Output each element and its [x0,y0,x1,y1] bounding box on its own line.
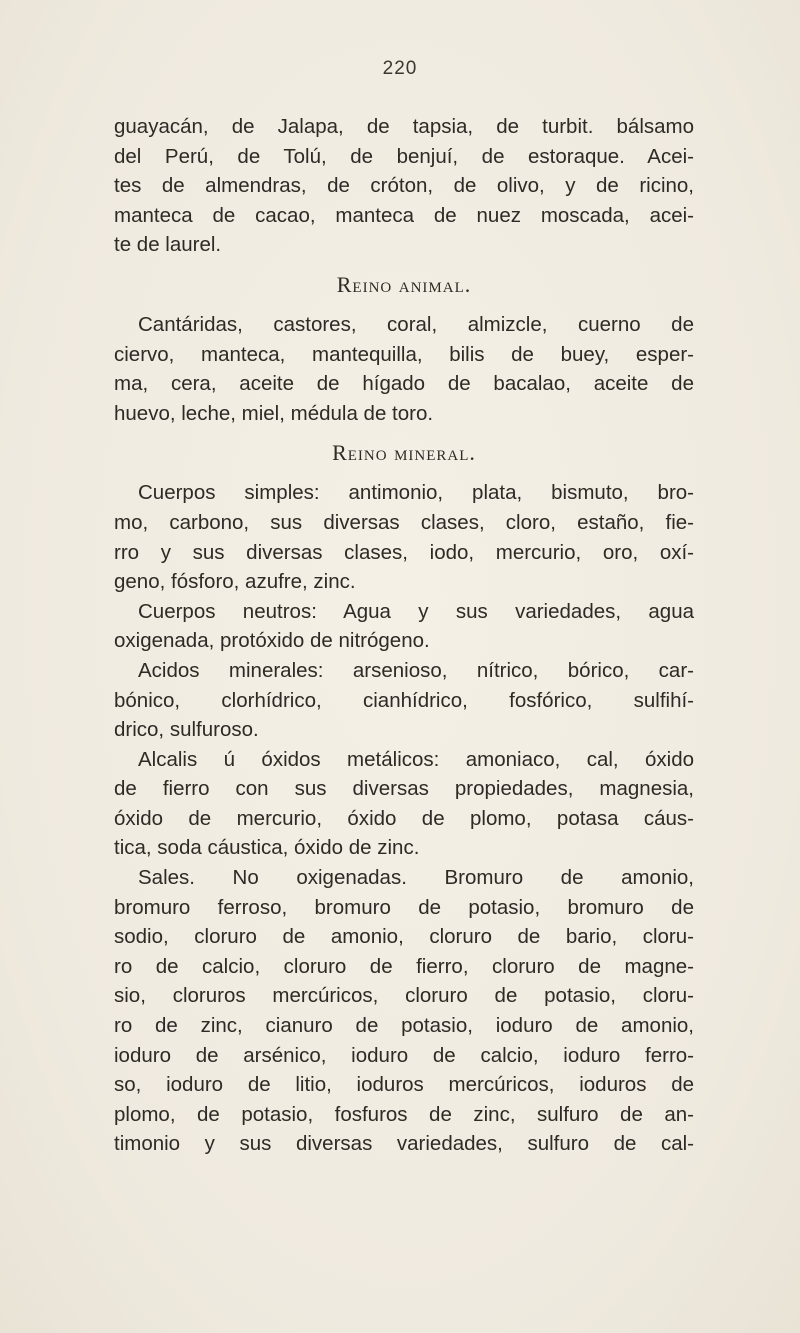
paragraph-sales [114,863,694,1159]
text-line: manteca de cacao, manteca de nuez moscada, acei- [114,203,694,227]
page-body [114,112,694,1159]
text-line: geno, fósforo, azufre, zinc. [114,570,356,594]
text-line: drico, sulfuroso. [114,718,259,742]
text-line: de fierro con sus diversas propiedades, magnesia, [114,777,694,801]
text-line: mo, carbono, sus diversas clases, cloro, estaño, fie- [114,510,694,534]
text-line: Cuerpos neutros: Agua y sus variedades, agua [138,599,694,623]
text-line: del Perú, de Tolú, de benjuí, de estoraque. Acei- [114,144,694,168]
paragraph-reino-animal [114,310,694,428]
text-line: plomo, de potasio, fosfuros de zinc, sulfuro de an- [114,1102,694,1126]
text-line: ro de zinc, cianuro de potasio, ioduro de amonio, [114,1014,694,1038]
text-line: bromuro ferroso, bromuro de potasio, bromuro de [114,895,694,919]
text-line: bónico, clorhídrico, cianhídrico, fosfórico, sulfihí- [114,688,694,712]
text-line: óxido de mercurio, óxido de plomo, potasa cáus- [114,806,694,830]
text-line: Cantáridas, castores, coral, almizcle, cuerno de [138,312,694,336]
section-heading-reino-mineral: Reino mineral. [332,440,476,466]
text-line: rro y sus diversas clases, iodo, mercurio, oro, oxí- [114,540,694,564]
text-line: ro de calcio, cloruro de fierro, cloruro de magne- [114,954,694,978]
text-line: tica, soda cáustica, óxido de zinc. [114,836,420,860]
text-line: oxigenada, protóxido de nitrógeno. [114,629,430,653]
text-line: sodio, cloruro de amonio, cloruro de bario, cloru- [114,925,694,949]
paragraph-acidos-minerales [114,656,694,745]
text-line: Alcalis ú óxidos metálicos: amoniaco, cal, óxido [138,747,694,771]
text-line: ma, cera, aceite de hígado de bacalao, aceite de [114,372,694,396]
text-line: guayacán, de Jalapa, de tapsia, de turbit. bálsamo [114,115,694,138]
text-line: Cuerpos simples: antimonio, plata, bismuto, bro- [138,481,694,505]
paragraph-vegetal-continuation [114,112,694,260]
paragraph-alcalis [114,745,694,863]
text-line: Acidos minerales: arsenioso, nítrico, bórico, car- [138,658,694,682]
text-line: Sales. No oxigenadas. Bromuro de amonio, [138,866,694,890]
paragraph-cuerpos-simples [114,478,694,596]
paragraph-cuerpos-neutros [114,597,694,656]
page-number: 220 [382,58,418,79]
section-heading-reino-animal: Reino animal. [336,271,472,297]
text-line: so, ioduro de litio, ioduros mercúricos, ioduros de [114,1073,694,1097]
text-line: tes de almendras, de cróton, de olivo, y de ricino, [114,174,694,198]
text-line: huevo, leche, miel, médula de toro. [114,401,434,425]
text-line: ciervo, manteca, mantequilla, bilis de buey, esper- [114,342,694,366]
text-line: sio, cloruros mercúricos, cloruro de potasio, cloru- [114,984,694,1008]
text-line: ioduro de arsénico, ioduro de calcio, ioduro ferro- [114,1043,694,1067]
text-line: te de laurel. [114,233,222,257]
text-line: timonio y sus diversas variedades, sulfuro de cal- [114,1132,694,1156]
